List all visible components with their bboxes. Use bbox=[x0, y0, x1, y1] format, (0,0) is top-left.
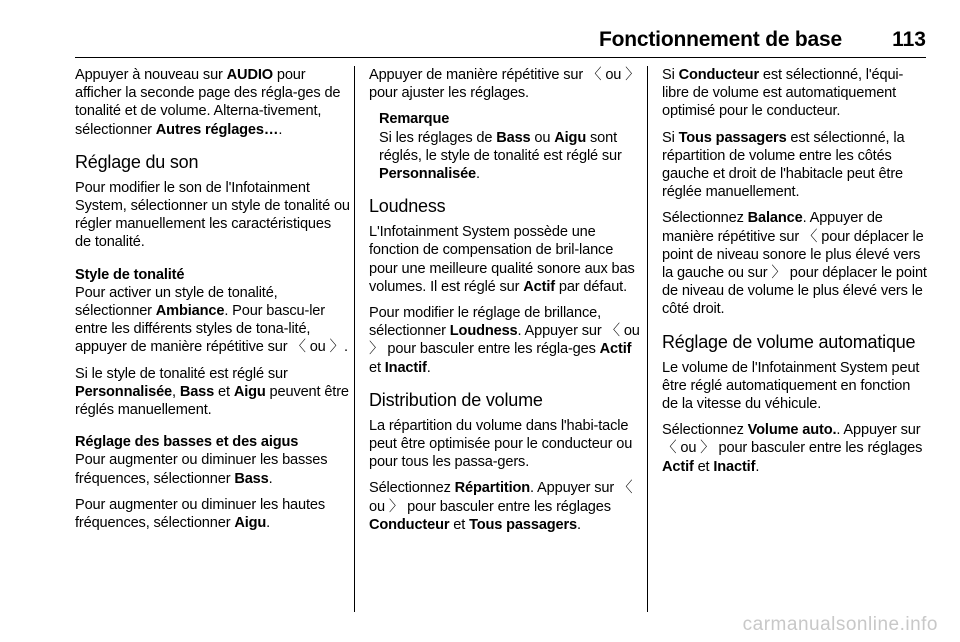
text: Si bbox=[662, 67, 679, 83]
bold-term: Inactif bbox=[384, 359, 427, 376]
text: , bbox=[172, 383, 180, 400]
text: et bbox=[369, 359, 385, 376]
subsection-heading: Style de tonalité bbox=[75, 266, 185, 283]
paragraph bbox=[369, 223, 641, 296]
bold-term: Inactif bbox=[713, 458, 756, 475]
bold-term: Volume auto. bbox=[747, 422, 837, 439]
bold-term: Aigu bbox=[233, 383, 266, 400]
bold-term: Tous passagers bbox=[469, 516, 578, 533]
text: . bbox=[268, 470, 273, 487]
bold-term: Bass bbox=[179, 383, 215, 400]
text: . bbox=[577, 516, 581, 533]
text: . Appuyer de manière répétitive sur 〈 pour déplacer le point de niveau sonore le plus élevé vers la gauche ou sur 〉 pour déplacer le point de niveau de volume le plus élevé vers le côté droit. bbox=[662, 210, 927, 318]
text: pour afficher la seconde page des régla-ges de tonalité et de volume. Alterna-tivement, sélectionner bbox=[75, 67, 341, 138]
text: Pour activer un style de tonalité, sélectionner bbox=[75, 284, 278, 320]
paragraph bbox=[369, 479, 641, 534]
paragraph bbox=[369, 304, 641, 377]
column-1 bbox=[75, 66, 350, 540]
paragraph bbox=[75, 284, 350, 357]
text: peuvent être réglés manuellement. bbox=[75, 383, 349, 419]
paragraph bbox=[662, 421, 928, 476]
text: Pour augmenter ou diminuer les basses fréquences, sélectionner bbox=[75, 452, 328, 487]
bold-term: Tous passagers bbox=[678, 129, 787, 146]
bold-term: Aigu bbox=[554, 129, 587, 146]
bold-term: Ambiance bbox=[155, 303, 225, 320]
text: . Appuyer sur 〈 ou 〉 pour basculer entre les régla-ges bbox=[369, 323, 640, 358]
bold-term: Personnalisée bbox=[379, 166, 477, 183]
text: . Appuyer sur 〈 ou 〉 pour basculer entre les réglages bbox=[662, 422, 923, 457]
text: et bbox=[693, 458, 714, 475]
bold-term: Autres réglages… bbox=[155, 121, 279, 138]
bold-term: Répartition bbox=[454, 480, 531, 497]
bold-term: Aigu bbox=[234, 515, 267, 532]
text: Si bbox=[662, 129, 679, 146]
page-number: 113 bbox=[892, 28, 926, 51]
section-heading: Distribution de volume bbox=[369, 389, 543, 410]
text: est sélectionné, l'équi-libre de volume est automatiquement optimisé pour le conducteur. bbox=[662, 67, 904, 120]
bold-term: Actif bbox=[599, 341, 632, 358]
bold-term: Bass bbox=[496, 129, 531, 146]
paragraph bbox=[662, 209, 928, 318]
text: . bbox=[426, 359, 431, 376]
bold-term: Personnalisée bbox=[75, 383, 173, 400]
note-box bbox=[369, 110, 641, 183]
bold-term: Conducteur bbox=[369, 516, 450, 533]
column-3 bbox=[662, 66, 928, 484]
text: Sélectionnez bbox=[369, 480, 455, 497]
note-title: Remarque bbox=[379, 111, 450, 128]
text: L'Infotainment System possède une fonction de compensation de bril-lance pour une meilleure qualité sonore aux bas volumes. Il est réglé sur bbox=[369, 224, 635, 295]
text: Sélectionnez bbox=[662, 422, 748, 439]
text: Sélectionnez bbox=[662, 210, 748, 227]
page-header bbox=[0, 0, 960, 56]
text: . Appuyer sur 〈 ou 〉 pour basculer entre les réglages bbox=[369, 480, 633, 515]
paragraph: Appuyer de manière répétitive sur 〈 ou 〉 pour ajuster les réglages. bbox=[369, 67, 640, 102]
paragraph bbox=[662, 129, 928, 202]
column-divider bbox=[647, 66, 648, 612]
paragraph bbox=[662, 66, 928, 121]
section-heading: Loudness bbox=[369, 196, 446, 217]
subsection-heading: Réglage des basses et des aigus bbox=[75, 434, 299, 451]
text: . Pour bascu-ler entre les différents styles de tona-lité, appuyer de manière répétitive sur 〈 ou 〉. bbox=[75, 303, 348, 356]
bold-term: Balance bbox=[747, 210, 803, 227]
text: . bbox=[755, 458, 760, 475]
text: Si le style de tonalité est réglé sur bbox=[75, 365, 288, 382]
text: sont réglés, le style de tonalité est réglé sur bbox=[379, 129, 622, 164]
text: ou bbox=[530, 129, 555, 146]
text: . bbox=[266, 515, 271, 532]
note-text bbox=[379, 129, 641, 184]
bold-term: Actif bbox=[662, 458, 694, 475]
text: et bbox=[214, 383, 234, 400]
paragraph bbox=[75, 66, 350, 139]
watermark: carmanualsonline.info bbox=[742, 614, 938, 635]
page-title: Fonctionnement de base bbox=[599, 28, 842, 51]
text: par défaut. bbox=[554, 278, 627, 295]
text: Pour augmenter ou diminuer les hautes fréquences, sélectionner bbox=[75, 496, 325, 532]
column-2 bbox=[369, 66, 641, 542]
paragraph bbox=[75, 365, 350, 420]
bold-term: Loudness bbox=[449, 323, 518, 340]
paragraph: Pour modifier le son de l'Infotainment System, sélectionner un style de tonalité ou régler manuellement les caractéristiques de tonalité. bbox=[75, 179, 350, 251]
text: est sélectionné, la répartition de volume entre les côtés gauche et droit de l'habitacle peut être réglée manuellement. bbox=[662, 129, 905, 201]
column-divider bbox=[354, 66, 355, 612]
text: Appuyer à nouveau sur bbox=[75, 67, 227, 83]
paragraph: La répartition du volume dans l'habi-tacle peut être optimisée pour le conducteur ou pour tous les passa-gers. bbox=[369, 417, 633, 471]
paragraph bbox=[75, 451, 350, 487]
section-heading: Réglage de volume automatique bbox=[662, 331, 916, 352]
paragraph: Le volume de l'Infotainment System peut être réglé automatiquement en fonction de la vitesse du véhicule. bbox=[662, 359, 920, 413]
bold-term: Actif bbox=[523, 278, 555, 295]
text: et bbox=[449, 516, 470, 533]
bold-term: AUDIO bbox=[226, 67, 273, 83]
bold-term: Bass bbox=[234, 470, 269, 487]
section-heading: Réglage du son bbox=[75, 151, 199, 172]
header-rule bbox=[75, 57, 926, 58]
text: . bbox=[278, 121, 283, 138]
text: . bbox=[476, 166, 480, 183]
paragraph bbox=[75, 496, 350, 532]
text: Si les réglages de bbox=[379, 129, 497, 146]
text: Pour modifier le réglage de brillance, sélectionner bbox=[369, 305, 601, 340]
bold-term: Conducteur bbox=[678, 67, 759, 83]
